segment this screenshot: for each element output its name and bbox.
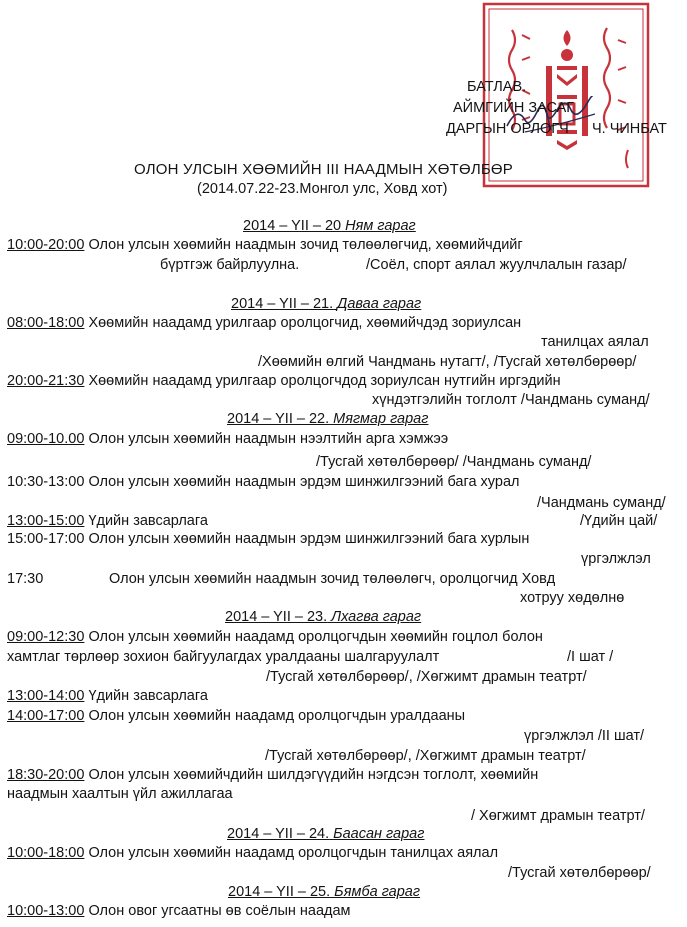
activity: Олон улсын хөөмийн наадмын зочид төлөөлөгчид, хөөмийчдийг <box>88 237 523 253</box>
day-heading-23 <box>225 609 421 626</box>
approval-line-1: БАТЛАВ. <box>467 79 527 95</box>
activity-continued: хүндэтгэлийн тоглолт /Чандмань суманд/ <box>372 392 650 408</box>
activity: Олон улсын хөөмийн наадмын эрдэм шинжилгээний бага хурал <box>88 474 520 490</box>
activity: Үдийн завсарлага <box>88 688 208 704</box>
activity: Олон улсын хөөмийн наадамд оролцогчдын танилцах аялал <box>88 845 499 861</box>
schedule-row <box>7 903 351 920</box>
approval-line-2: АЙМГИЙН ЗАСАГ <box>453 100 575 116</box>
time-range: 13:00-14:00 <box>7 688 85 704</box>
schedule-row <box>7 513 208 530</box>
schedule-row <box>7 237 523 254</box>
day-heading-21 <box>231 296 421 313</box>
activity: Олон улсын хөөмийн наадмын эрдэм шинжилгээний бага хурлын <box>88 531 530 547</box>
stage-label: /I шат / <box>567 649 614 665</box>
day-date: 2014 – YII – 22. <box>227 411 330 427</box>
day-date: 2014 – YII – 25. <box>228 884 331 900</box>
activity-note: /Үдийн цай/ <box>580 513 658 529</box>
day-weekday: Баасан гараг <box>333 826 425 842</box>
schedule-row <box>7 373 561 390</box>
page-title: ОЛОН УЛСЫН ХӨӨМИЙН III НААДМЫН ХӨТӨЛБӨР <box>134 161 513 178</box>
day-weekday: Даваа гараг <box>337 296 422 312</box>
activity-continued: наадмын хаалтын үйл ажиллагаа <box>7 786 233 802</box>
activity-continued: хамтлаг төрлөөр зохион байгуулагдах уралдааны шалгаруулалт <box>7 649 440 665</box>
activity: Олон улсын хөөмийн наадмын нээлтийн арга хэмжээ <box>88 431 449 447</box>
schedule-row <box>7 708 465 725</box>
activity: Олон улсын хөөмийн наадамд оролцогчдын хөөмийн гоцлол болон <box>88 629 543 645</box>
activity: Хөөмийн наадамд урилгаар оролцогчдод зориулсан нутгийн иргэдийн <box>88 373 561 389</box>
time-range: 15:00-17:00 <box>7 531 85 547</box>
activity-location: /Хөөмийн өлгий Чандмань нутагт/, /Тусгай хөтөлбөрөөр/ <box>258 354 637 370</box>
schedule-row <box>7 629 543 646</box>
time-range: 09:00-10.00 <box>7 431 85 447</box>
day-date: 2014 – YII – 21. <box>231 296 334 312</box>
day-date: 2014 – YII – 20 <box>243 218 342 234</box>
activity-continued: үргэлжлэл <box>581 551 651 567</box>
time-range: 08:00-18:00 <box>7 315 85 331</box>
activity: Олон улсын хөөмийчдийн шилдэгүүдийн нэгдсэн тоглолт, хөөмийн <box>88 767 539 783</box>
time-range: 09:00-12:30 <box>7 629 85 645</box>
approval-signer-title: ДАРГЫН ОРЛОГЧ <box>446 121 569 137</box>
day-weekday: Ням гараг <box>345 218 416 234</box>
activity-location: /Тусгай хөтөлбөрөөр/ <box>508 865 651 881</box>
activity: Хөөмийн наадамд урилгаар оролцогчид, хөөмийчдэд зориулсан <box>88 315 522 331</box>
schedule-row <box>7 474 519 491</box>
day-heading-24 <box>227 826 424 843</box>
schedule-row <box>7 431 448 448</box>
schedule-row <box>7 315 521 332</box>
activity-location: /Тусгай хөтөлбөрөөр/, /Хөгжимт драмын театрт/ <box>265 748 586 764</box>
approval-signer-name: Ч. ЧИНБАТ <box>592 121 667 137</box>
activity-location: /Тусгай хөтөлбөрөөр/, /Хөгжимт драмын театрт/ <box>266 669 587 685</box>
activity-continued: хотруу хөдөлнө <box>520 590 625 606</box>
activity: Олон улсын хөөмийн наадамд оролцогчдын уралдааны <box>88 708 466 724</box>
day-heading-20 <box>243 218 416 235</box>
day-date: 2014 – YII – 24. <box>227 826 330 842</box>
page-subtitle: (2014.07.22-23.Монгол улс, Ховд хот) <box>197 181 448 197</box>
schedule-row <box>7 531 529 548</box>
activity-continued: бүртгэж байрлуулна. <box>160 257 300 273</box>
day-heading-25 <box>228 884 420 901</box>
activity: Олон овог угсаатны өв соёлын наадам <box>88 903 351 919</box>
time-range: 18:30-20:00 <box>7 767 85 783</box>
day-date: 2014 – YII – 23. <box>225 609 328 625</box>
time-range: 20:00-21:30 <box>7 373 85 389</box>
activity: Үдийн завсарлага <box>88 513 208 529</box>
stage-label: үргэлжлэл /II шат/ <box>524 728 645 744</box>
time-range: 10:30-13:00 <box>7 474 85 490</box>
day-heading-22 <box>227 411 428 428</box>
schedule-row <box>7 845 498 862</box>
organizer: /Соёл, спорт аялал жуулчлалын газар/ <box>366 257 627 273</box>
day-weekday: Мягмар гараг <box>333 411 429 427</box>
activity-location: / Хөгжимт драмын театрт/ <box>471 808 645 824</box>
schedule-row <box>7 767 538 784</box>
time-range: 10:00-18:00 <box>7 845 85 861</box>
time-range: 17:30 <box>7 571 44 587</box>
schedule-row <box>7 688 208 705</box>
day-weekday: Лхагва гараг <box>331 609 422 625</box>
activity-location: /Тусгай хөтөлбөрөөр/ /Чандмань суманд/ <box>316 454 592 470</box>
day-weekday: Бямба гараг <box>334 884 421 900</box>
time-range: 13:00-15:00 <box>7 513 85 529</box>
time-range: 14:00-17:00 <box>7 708 85 724</box>
activity-location: /Чандмань суманд/ <box>537 495 666 511</box>
time-range: 10:00-20:00 <box>7 237 85 253</box>
time-range: 10:00-13:00 <box>7 903 85 919</box>
activity: Олон улсын хөөмийн наадмын зочид төлөөлөгч, оролцогчид Ховд <box>109 571 556 587</box>
activity-continued: танилцах аялал <box>541 334 649 350</box>
